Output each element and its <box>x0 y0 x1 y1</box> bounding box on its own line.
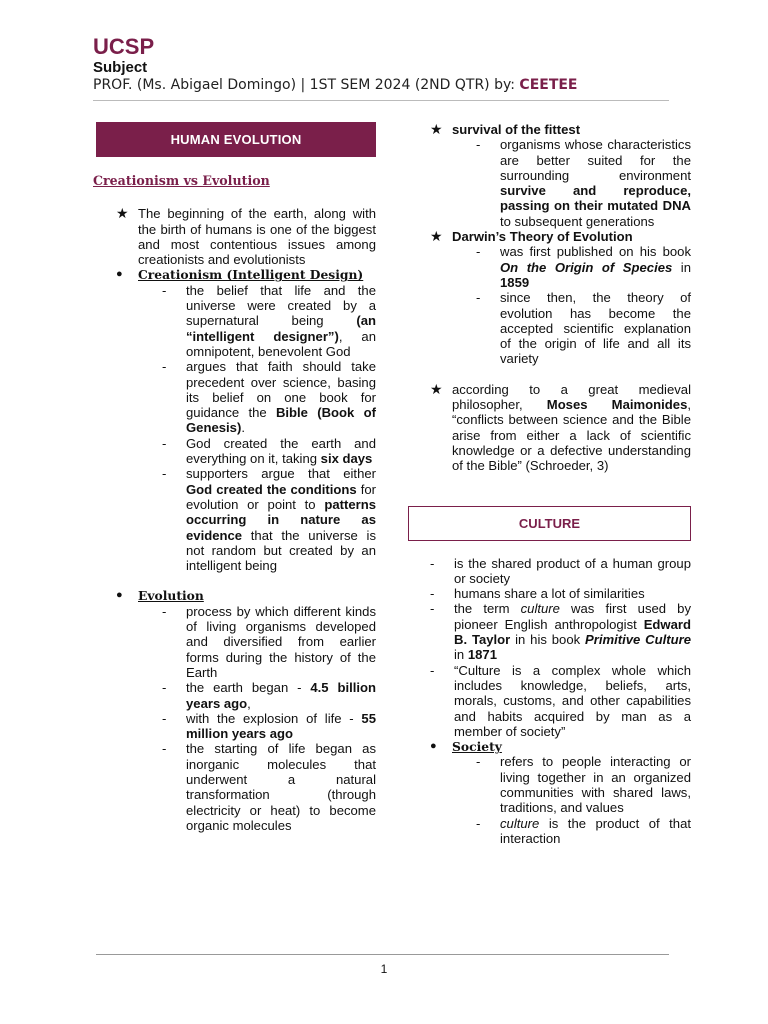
star-icon: ★ <box>430 228 443 245</box>
list-item <box>96 680 376 711</box>
evolution-title: Evolution <box>138 588 204 604</box>
list-item <box>408 739 691 754</box>
text-run: in his book <box>510 632 586 648</box>
list-item <box>96 741 376 833</box>
intro-text: The beginning of the earth, along with the birth of humans is one of the biggest and most contentious issues among creationists and evolutionists <box>138 206 376 268</box>
text-run: was first published on his book <box>500 244 691 260</box>
text-run: On the Origin of Species <box>500 259 673 275</box>
list-item-text: “Culture is a complex whole which includes knowledge, beliefs, arts, morals, customs, and other capabilities and habits acquired by man as a member of society” <box>454 662 691 739</box>
list-item-text: refers to people interacting or living together in an organized communities with shared laws, traditions, and values <box>500 754 691 816</box>
text-run: , “conflicts between science and the Bible arise from either a lack of scientific knowledge or a defective understanding of the Bible” (Schroeder, 3) <box>452 397 691 474</box>
text-run: survive and reproduce, passing on their mutated DNA <box>500 183 691 214</box>
dash-icon: - <box>162 435 167 451</box>
text-run: the term <box>454 601 521 617</box>
list-item <box>96 466 376 573</box>
star-icon: ★ <box>430 121 443 137</box>
list-item <box>408 229 691 244</box>
document-header <box>93 34 578 94</box>
text-run: God created the earth and everything on it, taking <box>186 435 376 467</box>
header-divider <box>93 100 669 101</box>
dash-icon: - <box>162 741 167 757</box>
list-item <box>408 382 691 474</box>
creationism-title: Creationism (Intelligent Design) <box>138 267 364 283</box>
list-item-text: humans share a lot of similarities <box>454 586 645 602</box>
dash-icon: - <box>476 137 481 153</box>
list-item-text <box>186 283 376 359</box>
list-item <box>408 137 691 229</box>
page-number: 1 <box>380 962 388 976</box>
list-item-text <box>500 816 691 847</box>
list-item <box>408 244 691 290</box>
text-run: organisms whose characteristics are better suited for the surrounding environment <box>500 137 691 183</box>
list-item-text <box>186 466 376 573</box>
list-item <box>96 588 376 603</box>
list-item-text <box>186 359 376 435</box>
maimonides-quote <box>452 382 691 474</box>
list-item-text <box>186 436 376 467</box>
text-run: to subsequent generations <box>500 213 655 229</box>
list-item <box>408 816 691 847</box>
list-item <box>408 601 691 662</box>
author-name: CEETEE <box>519 77 578 93</box>
text-run: is the product of that interaction <box>500 815 691 846</box>
professor-text: PROF. (Ms. Abigael Domingo) | 1ST SEM 2024 (2ND QTR) by: <box>93 77 515 93</box>
dash-icon: - <box>430 586 435 602</box>
text-run: , <box>247 695 251 711</box>
list-item-text <box>186 680 376 711</box>
dash-icon: - <box>162 603 167 619</box>
list-item-text <box>500 137 691 229</box>
dash-icon: - <box>162 359 167 375</box>
text-run: according to a great medieval philosopher, <box>452 381 691 413</box>
bullet-icon: ● <box>116 589 123 602</box>
text-run: (an “intelligent designer”) <box>186 313 376 344</box>
list-item <box>96 436 376 467</box>
star-icon: ★ <box>430 380 443 397</box>
left-column <box>93 122 376 833</box>
text-run: was first used by pioneer English anthropologist <box>454 601 691 632</box>
text-run: 4.5 billion years ago <box>186 680 376 711</box>
list-item <box>96 267 376 282</box>
dash-icon: - <box>162 282 167 298</box>
text-run: Bible (Book of Genesis) <box>186 405 376 436</box>
text-run: God created the conditions <box>186 481 357 497</box>
dash-icon: - <box>162 680 167 696</box>
list-item <box>96 206 376 267</box>
dash-icon: - <box>430 601 435 617</box>
dash-icon: - <box>476 290 481 306</box>
text-run: Moses Maimonides <box>546 397 688 413</box>
text-run: culture <box>500 815 540 831</box>
dash-icon: - <box>476 754 481 770</box>
dash-icon: - <box>430 555 435 571</box>
culture-banner: CULTURE <box>408 506 691 541</box>
subject-label: Subject <box>93 59 148 76</box>
text-run: in <box>454 647 468 663</box>
society-title: Society <box>452 739 502 755</box>
text-run: patterns occurring in nature as evidence <box>186 496 376 543</box>
text-run: , an omnipotent, benevolent God <box>186 328 376 359</box>
list-item <box>408 556 691 587</box>
section-title: Creationism vs Evolution <box>93 173 270 188</box>
text-run: supporters argue that either <box>186 466 376 482</box>
text-run: that the universe is not random but created by an intelligent being <box>186 527 376 574</box>
text-run: Edward B. Taylor <box>454 616 691 648</box>
text-run: 55 million years ago <box>186 710 376 742</box>
list-item-text <box>186 711 376 742</box>
list-item <box>408 290 691 366</box>
list-item <box>408 586 691 601</box>
text-run: with the explosion of life - <box>186 710 362 726</box>
text-run: culture <box>520 601 560 617</box>
list-item-text: since then, the theory of evolution has become the accepted scientific explanation of the origin of life and all its variety <box>500 290 691 367</box>
text-run: . <box>241 420 245 436</box>
text-run: Primitive Culture <box>585 632 692 648</box>
professor-line <box>93 76 578 94</box>
list-item-text: process by which different kinds of living organisms developed and diversified from earlier forms during the history of the Earth <box>186 603 376 680</box>
darwin-title: Darwin’s Theory of Evolution <box>452 229 633 245</box>
list-item <box>96 604 376 680</box>
bullet-icon: ● <box>430 740 437 753</box>
list-item-text <box>500 244 691 290</box>
list-item-text <box>454 601 691 662</box>
text-run: for evolution or point to <box>186 481 376 512</box>
text-run: 1859 <box>500 274 530 290</box>
list-item <box>408 663 691 739</box>
list-item-text: the starting of life began as inorganic molecules that underwent a natural transformation (through electricity or heat) to become organic molecules <box>186 741 376 833</box>
dash-icon: - <box>162 710 167 726</box>
text-run: 1871 <box>467 647 497 663</box>
text-run: the belief that life and the universe were created by a supernatural being <box>186 282 376 329</box>
list-item <box>408 754 691 815</box>
text-run: the earth began - <box>186 680 311 696</box>
footer-divider <box>96 954 669 955</box>
bullet-icon: ● <box>116 268 123 281</box>
text-run: in <box>672 259 691 275</box>
list-item-text: is the shared product of a human group or society <box>454 555 691 586</box>
dash-icon: - <box>476 815 481 831</box>
text-run: argues that faith should take precedent over science, basing its belief on one book for guidance the <box>186 359 376 421</box>
list-item <box>96 711 376 742</box>
dash-icon: - <box>476 244 481 260</box>
dash-icon: - <box>162 466 167 482</box>
human-evolution-banner: HUMAN EVOLUTION <box>96 122 376 157</box>
fittest-title: survival of the fittest <box>452 122 581 137</box>
list-item <box>96 359 376 435</box>
dash-icon: - <box>430 662 435 678</box>
brand-title: UCSP <box>93 34 155 59</box>
text-run: six days <box>320 451 373 467</box>
star-icon: ★ <box>116 205 129 222</box>
right-column <box>408 122 691 846</box>
list-item <box>96 283 376 359</box>
list-item <box>408 122 691 137</box>
